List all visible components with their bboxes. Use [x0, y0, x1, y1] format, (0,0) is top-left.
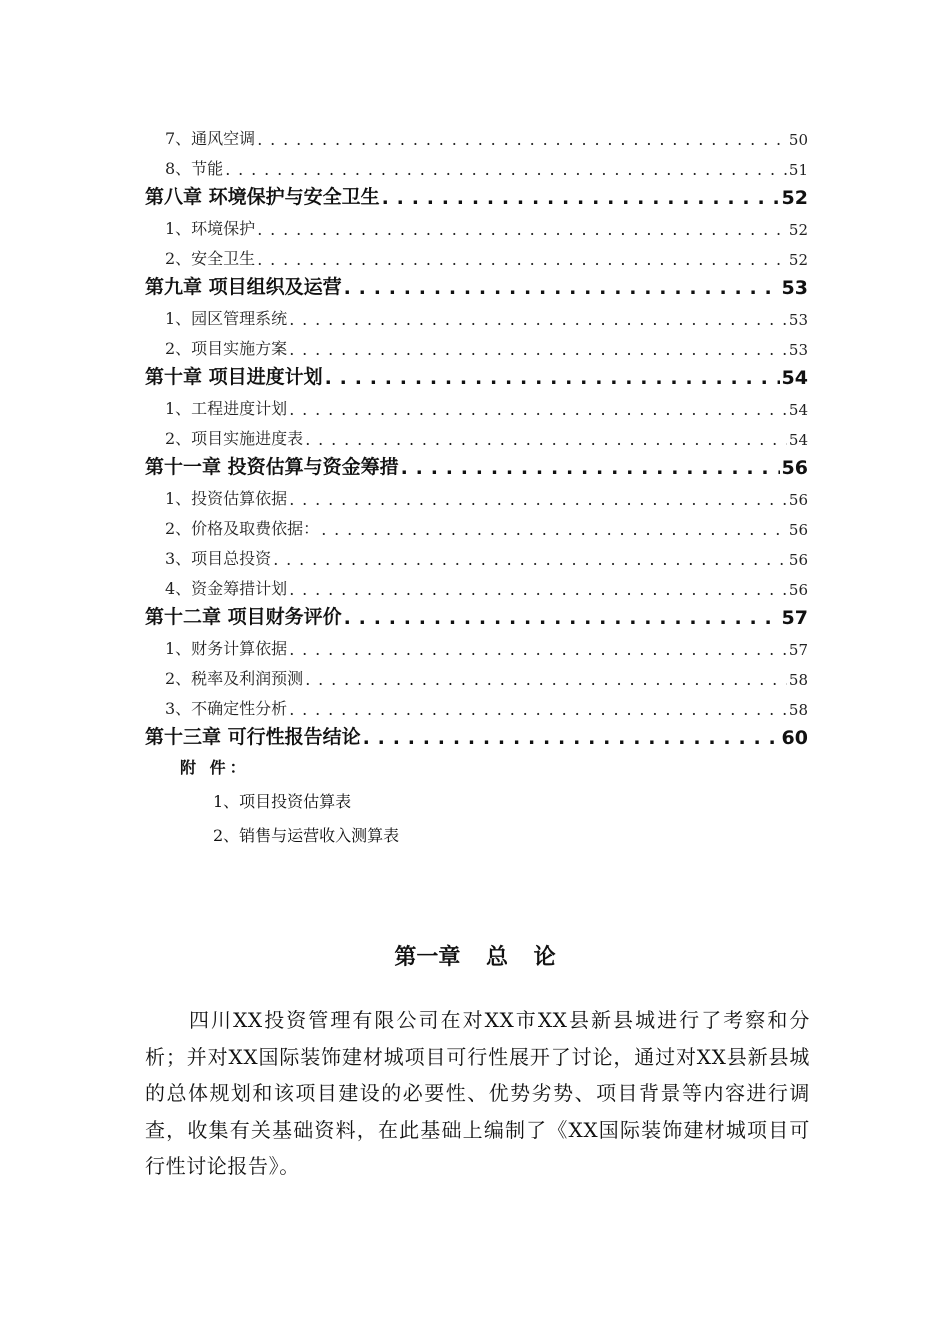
toc-entry-label: 4、资金筹措计划 [165, 579, 288, 598]
toc-chapter-entry[interactable] [145, 272, 808, 302]
toc-entry-page: 54 [788, 431, 808, 449]
toc-entry-page: 51 [788, 161, 808, 179]
toc-chapter-entry[interactable] [145, 722, 808, 752]
toc-entry[interactable] [145, 332, 808, 362]
table-of-contents [145, 122, 808, 752]
toc-chapter-entry[interactable] [145, 602, 808, 632]
toc-leader-dots [289, 640, 787, 662]
toc-leader-dots [363, 727, 780, 752]
toc-entry-label: 1、财务计算依据 [165, 639, 288, 658]
toc-entry[interactable] [145, 662, 808, 692]
toc-leader-dots [325, 367, 780, 392]
toc-chapter-entry[interactable] [145, 362, 808, 392]
toc-chapter-entry[interactable] [145, 182, 808, 212]
toc-entry-page: 54 [788, 401, 808, 419]
toc-entry-label: 第十三章 可行性报告结论 [145, 726, 361, 748]
toc-leader-dots [305, 670, 787, 692]
toc-entry[interactable] [145, 572, 808, 602]
toc-entry-label: 第十章 项目进度计划 [145, 366, 323, 388]
toc-leader-dots [257, 220, 787, 242]
toc-entry-label: 1、投资估算依据 [165, 489, 288, 508]
toc-leader-dots [289, 340, 787, 362]
appendix-item[interactable]: 1、项目投资估算表 [213, 792, 352, 811]
toc-entry-page: 52 [781, 187, 808, 209]
toc-entry-page: 53 [788, 341, 808, 359]
appendix-heading: 附 件： [180, 758, 250, 777]
toc-entry-page: 58 [788, 671, 808, 689]
toc-chapter-entry[interactable] [145, 452, 808, 482]
toc-entry[interactable] [145, 482, 808, 512]
toc-entry-label: 1、环境保护 [165, 219, 256, 238]
toc-entry-page: 56 [788, 521, 808, 539]
toc-entry[interactable] [145, 512, 808, 542]
toc-entry-page: 57 [781, 607, 808, 629]
toc-entry[interactable] [145, 632, 808, 662]
toc-entry[interactable] [145, 302, 808, 332]
body-paragraph: 四川XX投资管理有限公司在对XX市XX县新县城进行了考察和分析；并对XX国际装饰建材城项目可行性展开了讨论，通过对XX县新县城的总体规划和该项目建设的必要性、优势劣势、项目背景等内容进行调查，收集有关基础资料，在此基础上编制了《XX国际装饰建材城项目可行性讨论报告》。 [145, 1008, 810, 1178]
toc-entry-page: 57 [788, 641, 808, 659]
toc-leader-dots [321, 520, 787, 542]
toc-entry-label: 2、税率及利润预测 [165, 669, 304, 688]
toc-entry-page: 54 [781, 367, 808, 389]
toc-entry-label: 2、安全卫生 [165, 249, 256, 268]
toc-entry-page: 52 [788, 251, 808, 269]
toc-entry-label: 8、节能 [165, 159, 224, 178]
toc-leader-dots [257, 250, 787, 272]
toc-entry-page: 53 [781, 277, 808, 299]
toc-leader-dots [225, 160, 787, 182]
toc-entry-label: 2、项目实施方案 [165, 339, 288, 358]
toc-entry-label: 3、项目总投资 [165, 549, 272, 568]
toc-entry-page: 56 [788, 581, 808, 599]
toc-entry-page: 56 [788, 491, 808, 509]
toc-leader-dots [289, 310, 787, 332]
toc-leader-dots [344, 277, 780, 302]
appendix-item[interactable]: 2、销售与运营收入测算表 [213, 826, 400, 845]
toc-entry-page: 60 [781, 727, 808, 749]
toc-leader-dots [305, 430, 787, 452]
toc-entry-page: 56 [788, 551, 808, 569]
toc-entry-label: 第八章 环境保护与安全卫生 [145, 186, 380, 208]
toc-entry-label: 2、价格及取费依据： [165, 519, 320, 538]
toc-entry-label: 1、园区管理系统 [165, 309, 288, 328]
toc-leader-dots [401, 457, 780, 482]
toc-leader-dots [289, 490, 787, 512]
chapter-title: 第一章 总 论 [394, 945, 556, 970]
toc-leader-dots [273, 550, 787, 572]
toc-entry-label: 第十二章 项目财务评价 [145, 606, 342, 628]
toc-entry[interactable] [145, 392, 808, 422]
toc-entry[interactable] [145, 152, 808, 182]
toc-leader-dots [289, 700, 787, 722]
toc-leader-dots [382, 187, 780, 212]
toc-entry[interactable] [145, 542, 808, 572]
toc-entry-label: 第十一章 投资估算与资金筹措 [145, 456, 399, 478]
toc-entry-page: 56 [781, 457, 808, 479]
toc-entry[interactable] [145, 212, 808, 242]
toc-entry[interactable] [145, 422, 808, 452]
toc-leader-dots [257, 130, 787, 152]
toc-entry[interactable] [145, 122, 808, 152]
toc-entry-label: 1、工程进度计划 [165, 399, 288, 418]
toc-entry-page: 52 [788, 221, 808, 239]
toc-entry-page: 50 [788, 131, 808, 149]
toc-entry[interactable] [145, 242, 808, 272]
toc-entry-page: 53 [788, 311, 808, 329]
toc-leader-dots [344, 607, 780, 632]
toc-entry-label: 第九章 项目组织及运营 [145, 276, 342, 298]
toc-entry-label: 7、通风空调 [165, 129, 256, 148]
toc-leader-dots [289, 400, 787, 422]
toc-leader-dots [289, 580, 787, 602]
toc-entry-label: 3、不确定性分析 [165, 699, 288, 718]
toc-entry-label: 2、项目实施进度表 [165, 429, 304, 448]
toc-entry[interactable] [145, 692, 808, 722]
toc-entry-page: 58 [788, 701, 808, 719]
